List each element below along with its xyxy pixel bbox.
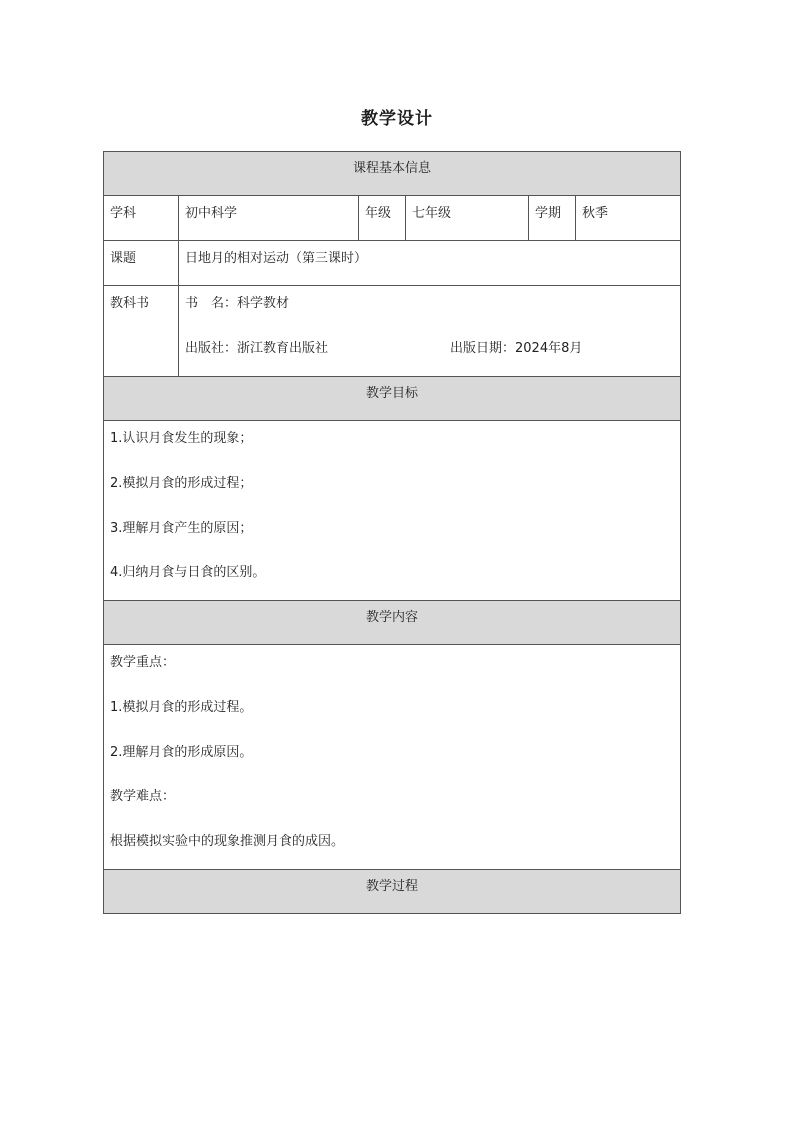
textbook-label: 教科书 <box>104 286 179 377</box>
subject-label: 学科 <box>104 196 179 241</box>
topic-value: 日地月的相对运动（第三课时） <box>179 241 681 286</box>
list-item: 2.模拟月食的形成过程； <box>110 475 253 491</box>
difficulties-heading: 教学难点： <box>110 789 176 805</box>
basic-info-header: 课程基本信息 <box>104 152 681 196</box>
objectives-list <box>104 421 681 601</box>
process-header-row <box>104 869 681 913</box>
textbook-row <box>104 286 681 377</box>
publisher: 出版社：浙江教育出版社 <box>185 341 329 356</box>
list-item: 1.模拟月食的形成过程。 <box>110 699 253 715</box>
process-header: 教学过程 <box>104 869 681 913</box>
subject-row <box>104 196 681 241</box>
list-item: 3.理解月食产生的原因； <box>110 520 253 536</box>
term-label: 学期 <box>529 196 576 241</box>
list-item: 1.认识月食发生的现象； <box>110 431 253 446</box>
publish-date: 出版日期：2024年8月 <box>450 341 583 356</box>
key-points-heading: 教学重点： <box>110 655 176 670</box>
publisher-line <box>185 331 674 376</box>
list-item: 根据模拟实验中的现象推测月食的成因。 <box>110 834 345 849</box>
objectives-header-row <box>104 377 681 421</box>
content-header-row <box>104 601 681 645</box>
objectives-row <box>104 421 681 601</box>
topic-row <box>104 241 681 286</box>
term-value: 秋季 <box>576 196 681 241</box>
topic-label: 课题 <box>104 241 179 286</box>
subject-value: 初中科学 <box>179 196 359 241</box>
basic-info-header-row <box>104 152 681 196</box>
list-item: 4.归纳月食与日食的区别。 <box>110 565 266 581</box>
content-row <box>104 645 681 870</box>
content-header: 教学内容 <box>104 601 681 645</box>
book-name: 书 名：科学教材 <box>185 296 290 311</box>
list-item: 2.理解月食的形成原因。 <box>110 744 253 760</box>
objectives-header: 教学目标 <box>104 377 681 421</box>
document-title: 教学设计 <box>361 109 433 129</box>
content-list <box>104 645 681 870</box>
lesson-design-table <box>103 151 681 914</box>
grade-label: 年级 <box>359 196 406 241</box>
grade-value: 七年级 <box>406 196 529 241</box>
textbook-info <box>179 286 681 377</box>
